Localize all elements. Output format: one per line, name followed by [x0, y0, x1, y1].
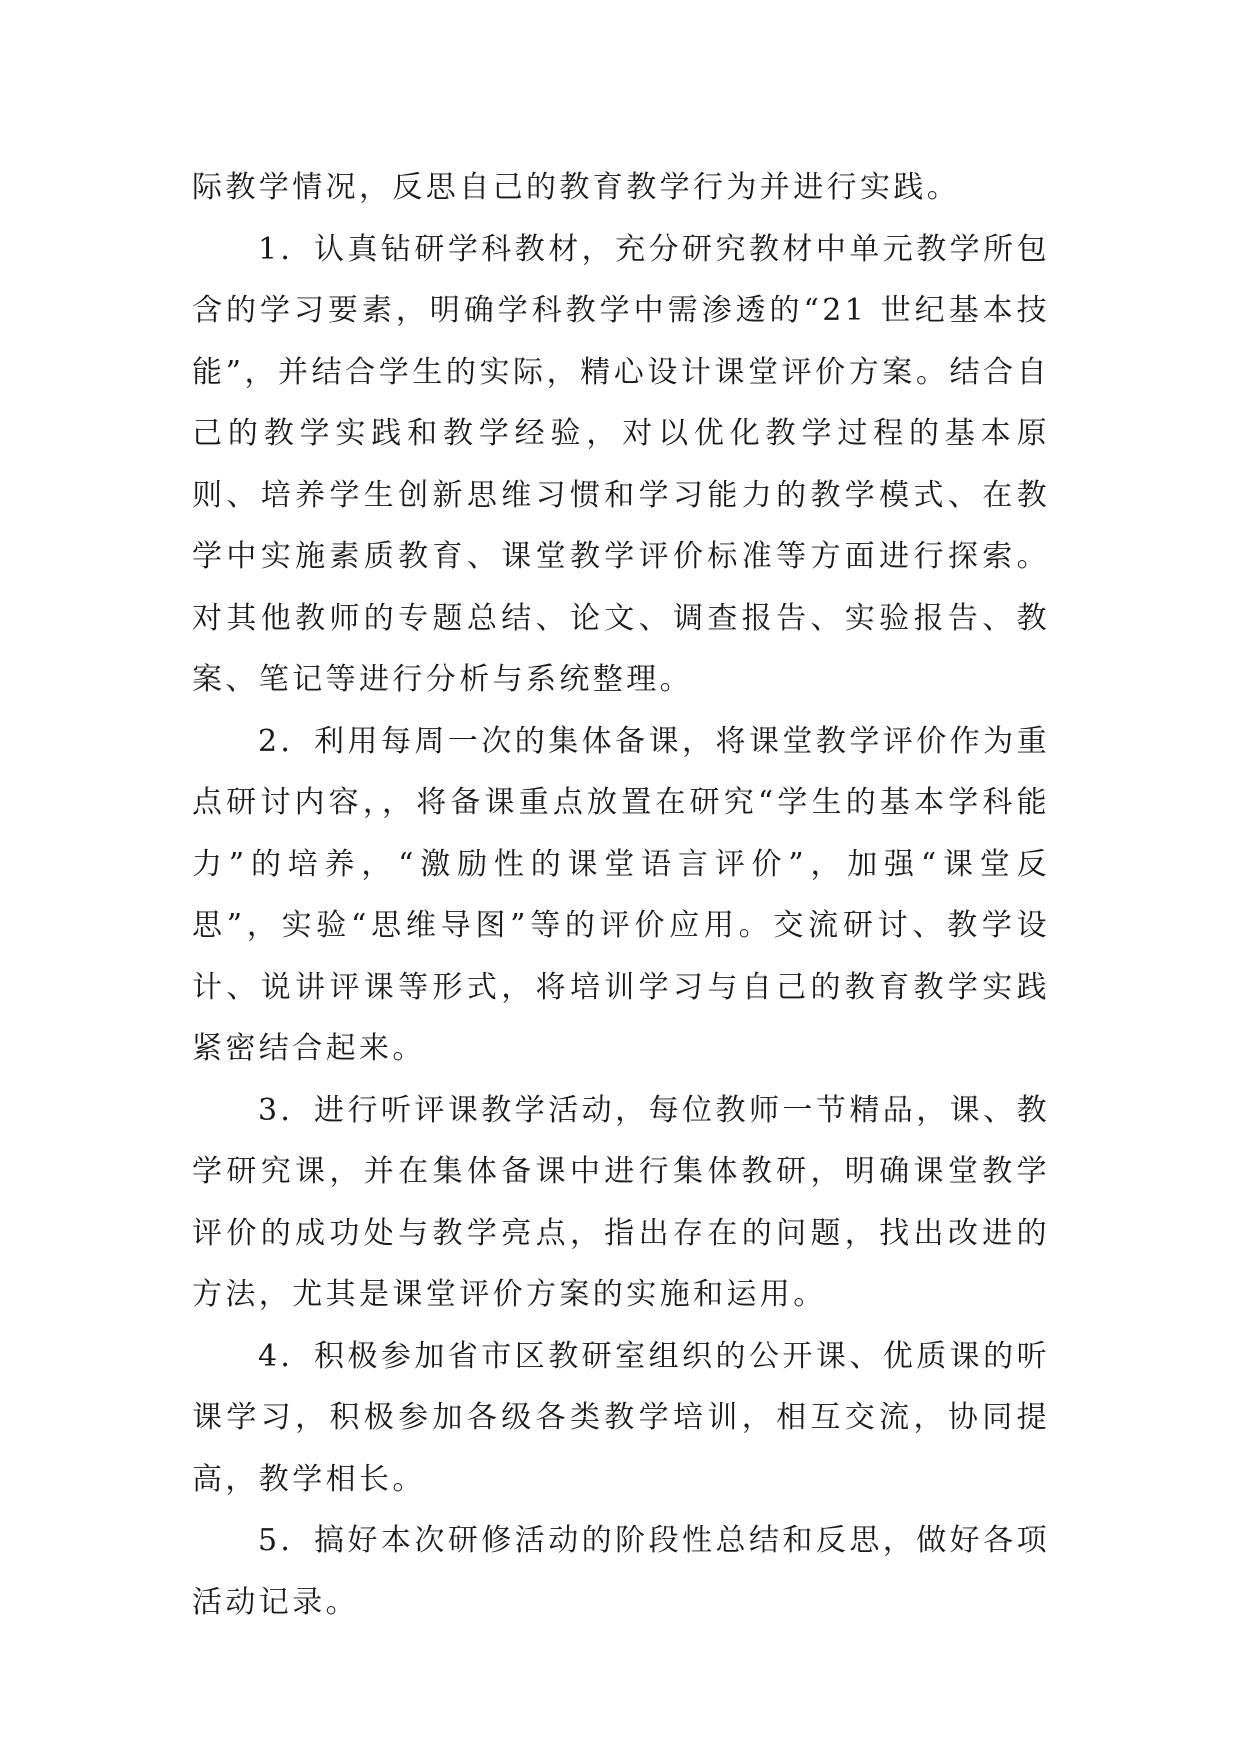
- paragraph-item-3: 3．进行听评课教学活动，每位教师一节精品，课、教学研究课，并在集体备课中进行集体教研，明确课堂教学评价的成功处与教学亮点，指出存在的问题，找出改进的方法，尤其是课堂评价方案的实施和运用。: [192, 1092, 1050, 1312]
- paragraph-item-5: 5．搞好本次研修活动的阶段性总结和反思，做好各项活动记录。: [192, 1523, 1050, 1620]
- paragraph-item-4: 4．积极参加省市区教研室组织的公开课、优质课的听课学习，积极参加各级各类教学培训，相互交流，协同提高，教学相长。: [192, 1338, 1050, 1497]
- paragraph-continuation: 际教学情况，反思自己的教育教学行为并进行实践。: [192, 170, 961, 205]
- paragraph-item-2: 2．利用每周一次的集体备课，将课堂教学评价作为重点研讨内容，，将备课重点放置在研究“学生的基本学科能力”的培养，“激励性的课堂语言评价”，加强“课堂反思”，实验“思维导图”等的评价应用。交流研讨、教学设计、说讲评课等形式，将培训学习与自己的教育教学实践紧密结合起来。: [192, 723, 1050, 1066]
- paragraph-item-1: 1．认真钻研学科教材，充分研究教材中单元教学所包含的学习要素，明确学科教学中需渗透的“21 世纪基本技能”，并结合学生的实际，精心设计课堂评价方案。结合自己的教学实践和教学经验，对以优化教学过程的基本原则、培养学生创新思维习惯和学习能力的教学模式、在教学中实施素质教育、课堂教学评价标准等方面进行探索。对其他教师的专题总结、论文、调查报告、实验报告、教案、笔记等进行分析与系统整理。: [192, 231, 1050, 697]
- document-body: [192, 157, 1050, 1633]
